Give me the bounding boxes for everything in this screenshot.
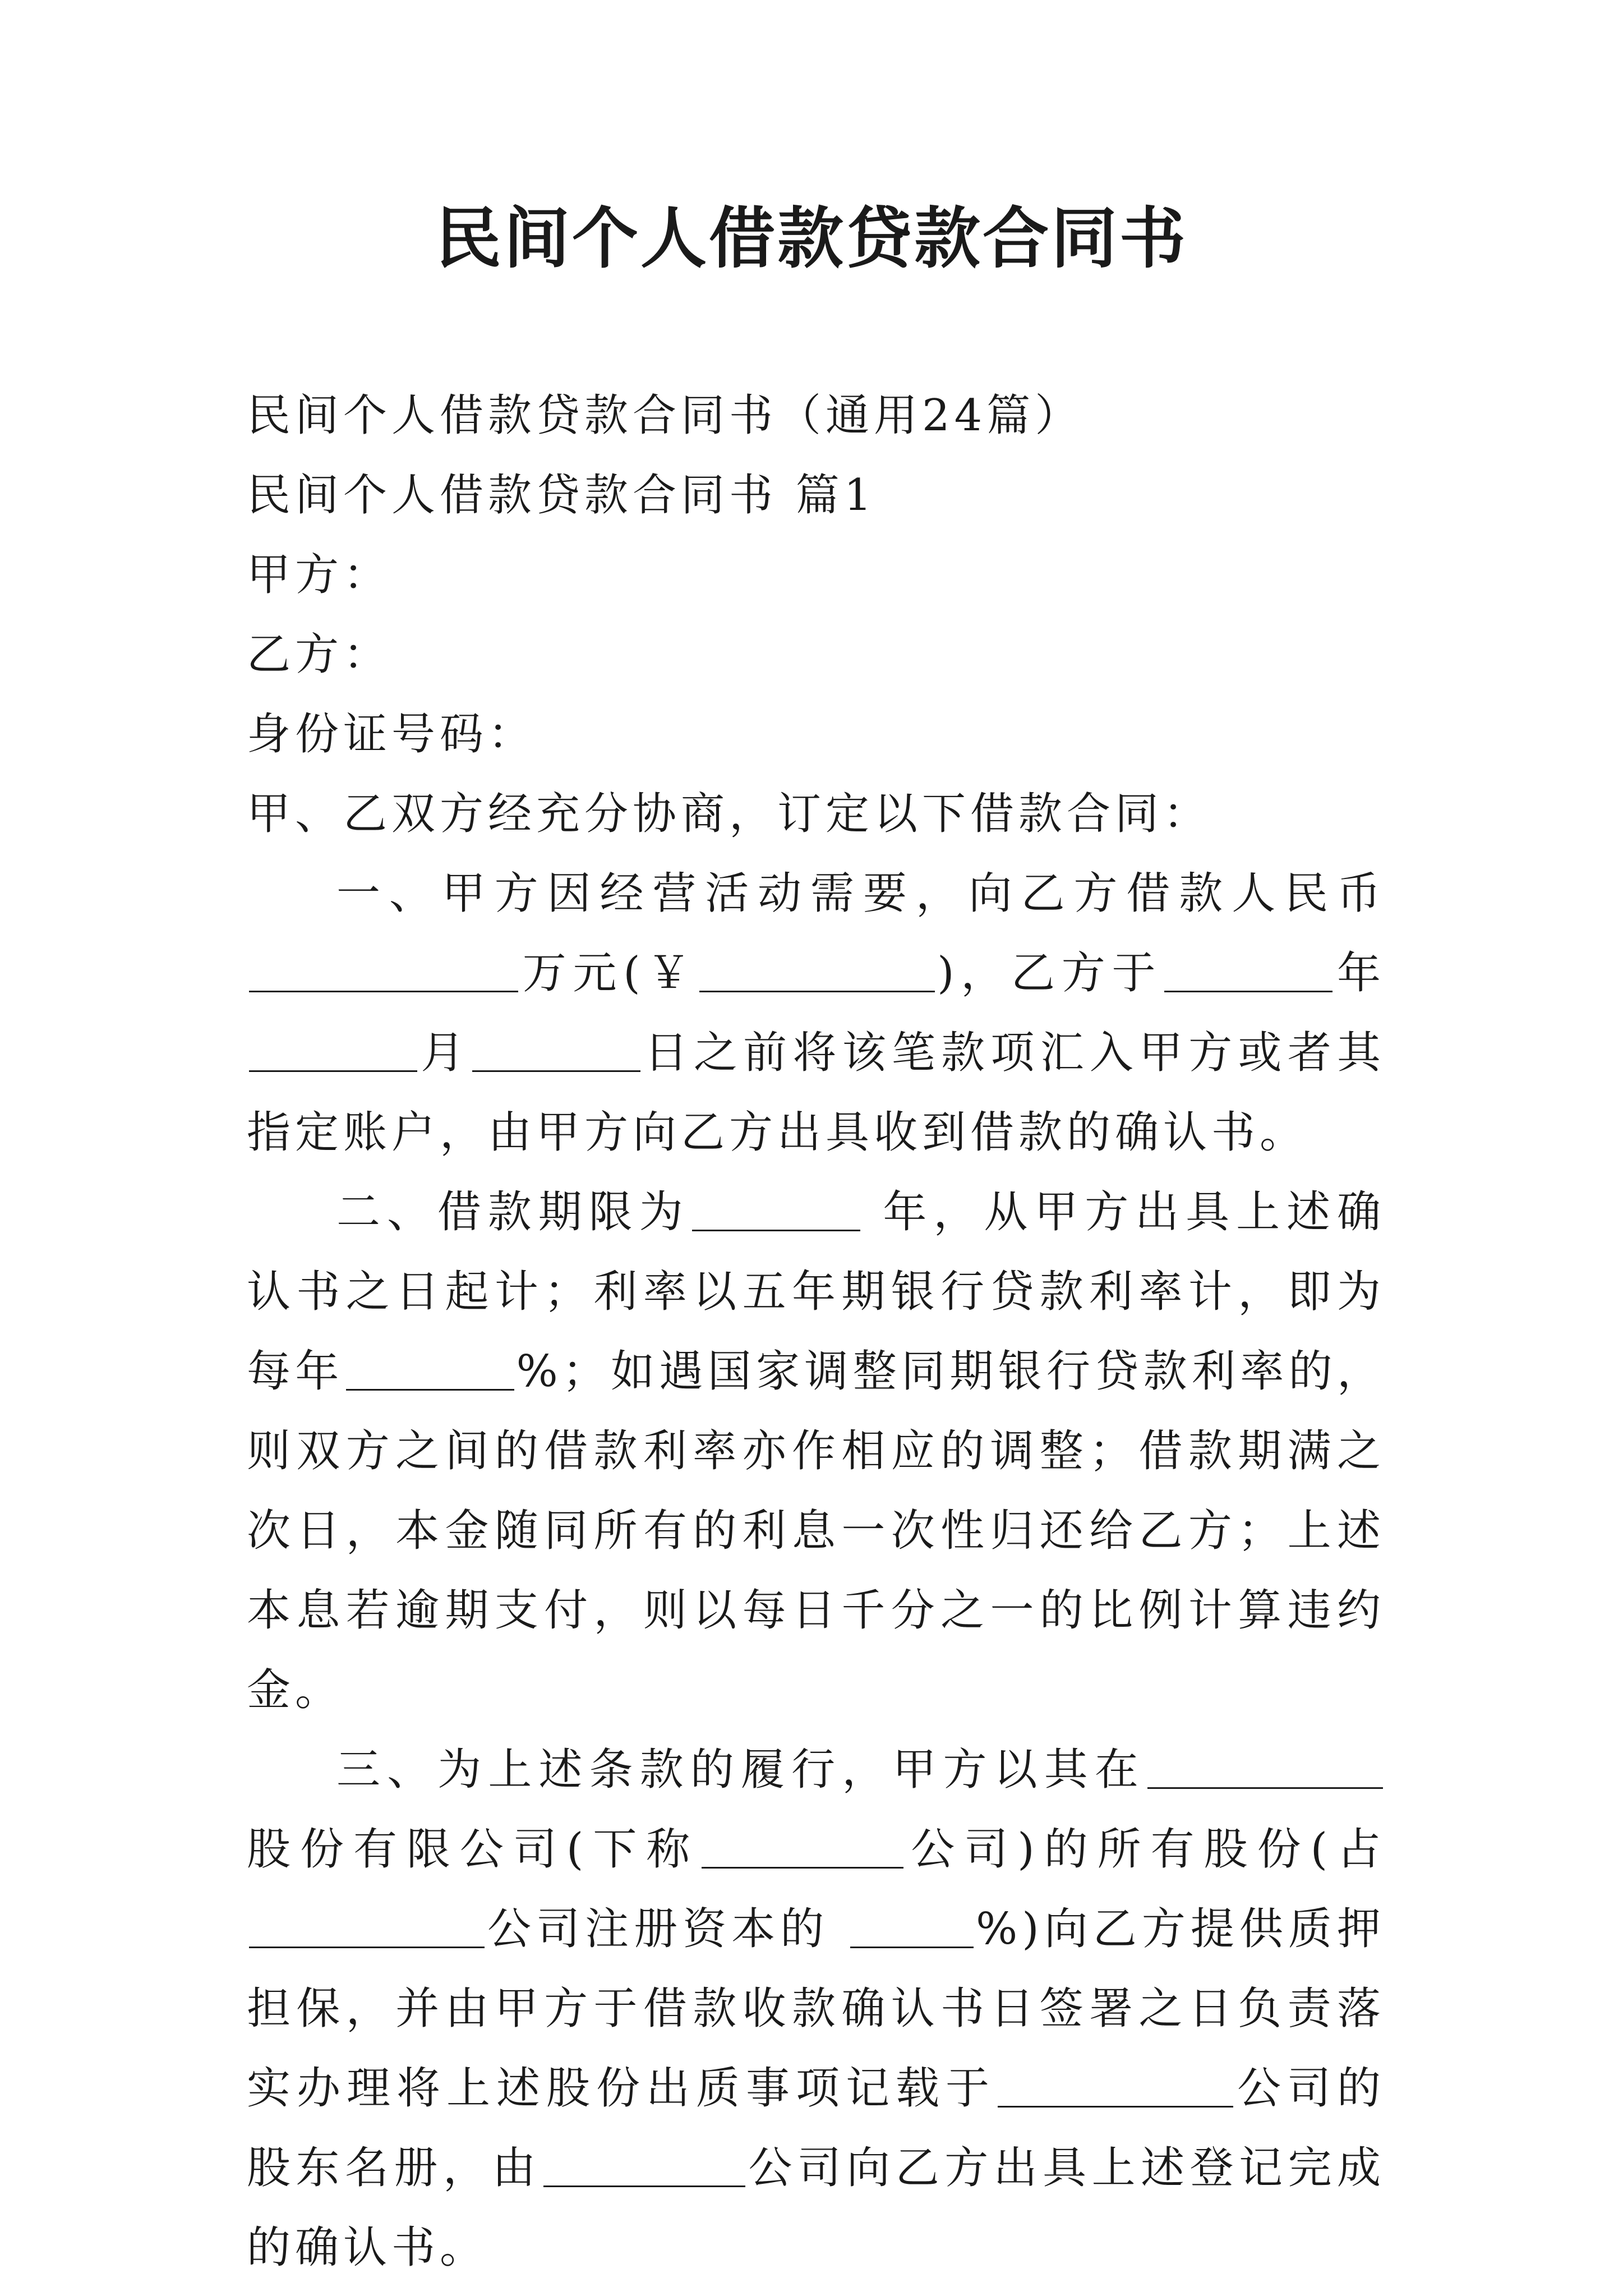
amount-figure-blank xyxy=(699,948,935,992)
clause-3-text: 公司)的所有股份(占 xyxy=(906,1824,1385,1875)
year-blank xyxy=(1164,948,1332,992)
clause-3-text: 公司向乙方出具上述登记完成的确认书。 xyxy=(247,2143,1385,2273)
clause-1-text: )，乙方于 xyxy=(937,948,1163,999)
clause-3-text: %)向乙方提供质押担保，并由甲方于借款收款确认书日签署之日负责落实办理将上述股份出质事项记载于 xyxy=(247,1904,1386,2114)
share-percent-blank xyxy=(850,1904,974,1948)
clause-3-text: 公司注册资本的 xyxy=(487,1904,849,1954)
clause-3-text: 股份有限公司(下称 xyxy=(247,1824,700,1875)
party-b-line: 乙方： xyxy=(247,629,392,680)
document-subtitle: 民间个人借款贷款合同书（通用24篇） xyxy=(247,390,1083,441)
share-company-blank xyxy=(249,1904,485,1948)
clause-1-text: 万元(￥ xyxy=(520,948,698,999)
clause-2-text: 二、借款期限为 xyxy=(336,1187,690,1237)
clause-2 xyxy=(247,1172,1385,1730)
clause-3 xyxy=(247,1730,1385,2288)
document-body xyxy=(247,376,1385,2288)
register-company-blank xyxy=(998,2063,1233,2108)
clause-3-text: 公司的股东名册，由 xyxy=(247,2063,1385,2193)
document-title: 民间个人借款贷款合同书 xyxy=(435,199,1188,277)
day-blank xyxy=(472,1028,640,1072)
issuer-company-blank xyxy=(543,2143,745,2187)
clause-1 xyxy=(247,854,1385,1172)
id-number-line: 身份证号码： xyxy=(247,709,537,760)
clause-2-text: 年，从甲方出具上述确认书之日起计；利率以五年期银行贷款利率计，即为每年 xyxy=(247,1187,1385,1397)
party-a-line: 甲方： xyxy=(247,550,392,600)
company-blank xyxy=(1147,1745,1383,1789)
month-blank xyxy=(249,1028,417,1072)
amount-blank xyxy=(249,948,518,992)
clause-1-text: 日之前将该笔款项汇入甲方或者其指定账户，由甲方向乙方出具收到借款的确认书。 xyxy=(247,1028,1385,1158)
clause-1-text: 年 xyxy=(1335,948,1385,999)
term-blank xyxy=(692,1187,860,1231)
clause-1-text: 一、甲方因经营活动需要，向乙方借款人民币 xyxy=(336,868,1385,919)
clause-3-text: 三、为上述条款的履行，甲方以其在 xyxy=(336,1745,1145,1795)
rate-blank xyxy=(346,1346,514,1391)
intro-paragraph: 甲、乙双方经充分协商，订定以下借款合同： xyxy=(247,789,1212,839)
clause-2-text: %；如遇国家调整同期银行贷款利率的，则双方之间的借款利率亦作相应的调整；借款期满之次日，本金随同所有的利息一次性归还给乙方；上述本息若逾期支付，则以每日千分之一的比例计算违约金。 xyxy=(247,1346,1385,1715)
section-heading: 民间个人借款贷款合同书 篇1 xyxy=(247,470,877,521)
clause-1-text: 月 xyxy=(419,1028,471,1078)
short-name-blank xyxy=(702,1824,903,1869)
